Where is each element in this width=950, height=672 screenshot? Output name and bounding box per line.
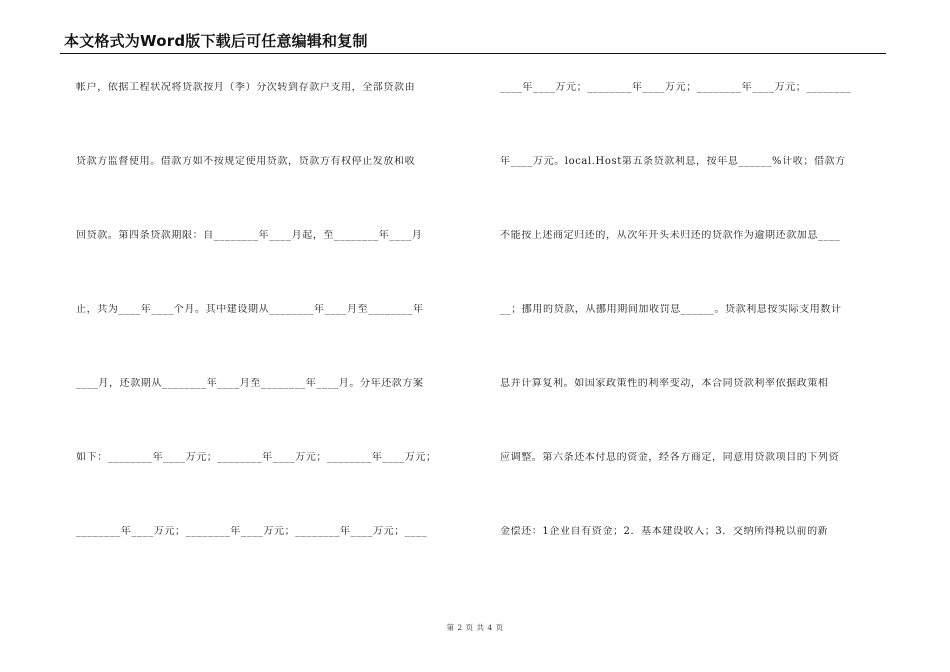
text-line: 息并计算复利。如国家政策性的利率变动，本合同贷款利率依据政策相 [500,378,829,389]
text-line: ________年____万元；________年____万元；________年____万元；____ [76,526,428,537]
right-text-column [500,82,886,600]
text-line: 回贷款。第四条贷款期限：自________年____月起，至________年____月 [76,230,423,241]
left-text-column [76,82,462,600]
text-line: ____年____万元；________年____万元；________年____万元；________ [500,82,852,93]
text-line: __；挪用的贷款，从挪用期间加收罚息______。贷款利息按实际支用数计 [500,304,842,315]
text-line: 止，共为____年____个月。其中建设期从________年____月至________年 [76,304,424,315]
text-line: ____月，还款期从________年____月至________年____月。分年还款方案 [76,378,424,389]
text-line: 帐户，依据工程状况将贷款按月（季）分次转到存款户支用，全部贷款由 [76,82,416,93]
text-line: 应调整。第六条还本付息的资金，经各方商定，同意用贷款项目的下列资 [500,452,840,463]
text-line: 年____万元。local.Host第五条贷款利息，按年息______%计收；借款方 [500,156,846,167]
page-header-title: 本文格式为Word版下载后可任意编辑和复制 [64,32,368,50]
page-number-footer: 第 2 页 共 4 页 [446,623,504,632]
header-divider [60,53,886,54]
text-line: 贷款方监督使用。借款方如不按规定使用贷款，贷款方有权停止发放和收 [76,156,416,167]
text-line: 金偿还：1企业自有资金；2．基本建设收入；3．交纳所得税以前的新 [500,526,829,537]
text-line: 如下：________年____万元；________年____万元；________年____万元； [76,452,437,463]
text-line: 不能按上述商定归还的，从次年开头未归还的贷款作为逾期还款加息____ [500,230,841,241]
